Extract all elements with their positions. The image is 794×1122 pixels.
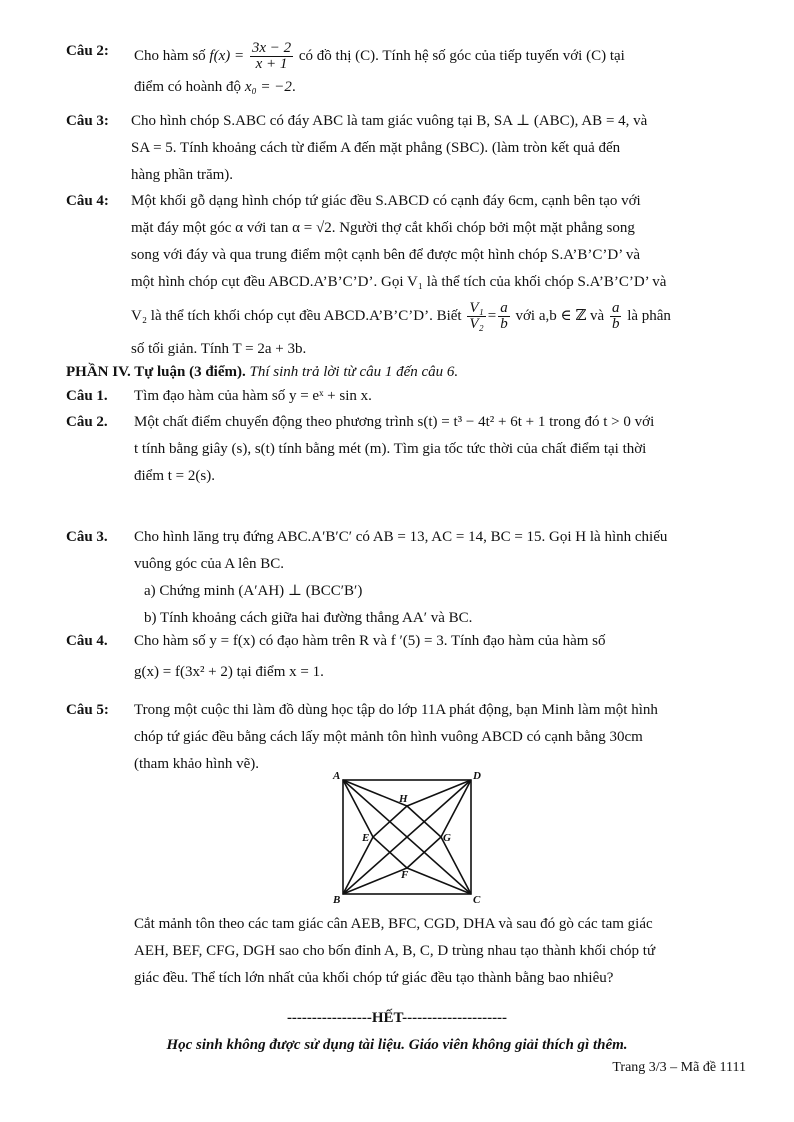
question-2: Câu 2: Cho hàm số f(x) = $\frac{3x - 2}{x + 1}$ có đồ thị (C). Tính hệ số góc của tiếp tuyến với (C) tại điểm có hoành độ x₀ = −2. — [66, 38, 746, 101]
question-label: Câu 1. — [66, 388, 108, 404]
exam-note: Học sinh không được sử dụng tài liệu. Giáo viên không giải thích gì thêm. — [166, 1037, 628, 1053]
question-label: Câu 4: — [66, 193, 109, 209]
end-marker: -----------------HẾT--------------------- — [286, 1010, 508, 1026]
essay-question-3: Câu 3. Cho hình lăng trụ đứng ABC.A′B′C′ có AB = 13, AC = 14, BC = 15. Gọi H là hình chiếu vuông góc của A lên BC. a) Chứng minh (A′AH) ⊥ (BCC′B′) b) Tính khoảng cách giữa hai đường thẳng AA′ và BC. — [66, 524, 746, 632]
square-diagram — [327, 768, 487, 904]
essay-question-5: Câu 5: Trong một cuộc thi làm đồ dùng học tập do lớp 11A phát động, bạn Minh làm một hình chóp tứ giác đều bằng cách lấy một mảnh tôn hình vuông ABCD có cạnh bằng 30cm (tham khảo hình vẽ). — [66, 697, 746, 778]
label-c: C — [473, 894, 481, 904]
essay-question-4: Câu 4. Cho hàm số y = f(x) có đạo hàm trên R và f ′(5) = 3. Tính đạo hàm của hàm số g(x) = f(3x² + 2) tại điểm x = 1. — [66, 628, 746, 686]
label-h: H — [399, 793, 408, 805]
question-label: Câu 3: — [66, 113, 109, 129]
ab-fraction: $\frac{a}{b}$ — [500, 300, 508, 333]
question-4: Câu 4: Một khối gỗ dạng hình chóp tứ giác đều S.ABCD có cạnh đáy 6cm, cạnh bên tạo với mặt đáy một góc α với tan α = √2. Người thợ cắt khối chóp bởi một mặt phẳng song song với đáy và qua trung điểm một cạnh bên để được một hình chóp S.A’B’C’D’ và một hình chóp cụt đều ABCD.A’B’C’D’. Gọi V₁ là thể tích của khối chóp S.A’B’C’D’ và V₂ là thể tích khối chóp cụt đều ABCD.A’B’C’D’. Biết $\frac{\text{V₁}}{\text{V₂}}$ = $\frac{a}{b}$ với a,b ∈ ℤ và $\frac{a}{b}$ là phân số tối giản. Tính T = 2a + 3b. — [66, 188, 746, 363]
label-b: B — [333, 894, 341, 904]
label-a: A — [333, 770, 341, 782]
section-heading: PHẦN IV. Tự luận (3 điểm). Thí sinh trả lời từ câu 1 đến câu 6. — [66, 364, 459, 380]
page-number: Trang 3/3 – Mã đề 1111 — [612, 1060, 746, 1075]
label-e: E — [362, 832, 370, 844]
volume-ratio-fraction: $\frac{\text{V₁}}{\text{V₂}}$ — [469, 300, 484, 333]
question-label: Câu 2: — [66, 43, 109, 59]
label-d: D — [473, 770, 481, 782]
question-label: Câu 4. — [66, 633, 108, 649]
label-g: G — [443, 832, 451, 844]
fraction: $\frac{3x - 2}{x + 1}$ — [251, 40, 292, 73]
essay-question-5-continued: Cắt mảnh tôn theo các tam giác cân AEB, BFC, CGD, DHA và sau đó gò các tam giác AEH, BEF, CFG, DGH sao cho bốn đỉnh A, B, C, D trùng nhau tạo thành khối chóp tứ giác đều. Thể tích lớn nhất của khối chóp tứ giác đều tạo thành bằng bao nhiêu? — [134, 916, 656, 986]
ab-fraction-2: $\frac{a}{b}$ — [611, 300, 620, 333]
question-label: Câu 3. — [66, 529, 108, 545]
essay-question-1: Câu 1. Tìm đạo hàm của hàm số y = eˣ + sin x. — [66, 383, 746, 410]
question-3: Câu 3: Cho hình chóp S.ABC có đáy ABC là tam giác vuông tại B, SA ⊥ (ABC), AB = 4, và SA = 5. Tính khoảng cách từ điểm A đến mặt phẳng (SBC). (làm tròn kết quả đến hàng phần trăm). — [66, 108, 746, 189]
question-label: Câu 2. — [66, 414, 108, 430]
question-label: Câu 5: — [66, 702, 109, 718]
label-f: F — [401, 869, 409, 881]
essay-question-2: Câu 2. Một chất điểm chuyển động theo phương trình s(t) = t³ − 4t² + 6t + 1 trong đó t > 0 với t tính bằng giây (s), s(t) tính bằng mét (m). Tìm gia tốc tức thời của chất điểm tại thời điểm t = 2(s). — [66, 409, 746, 490]
